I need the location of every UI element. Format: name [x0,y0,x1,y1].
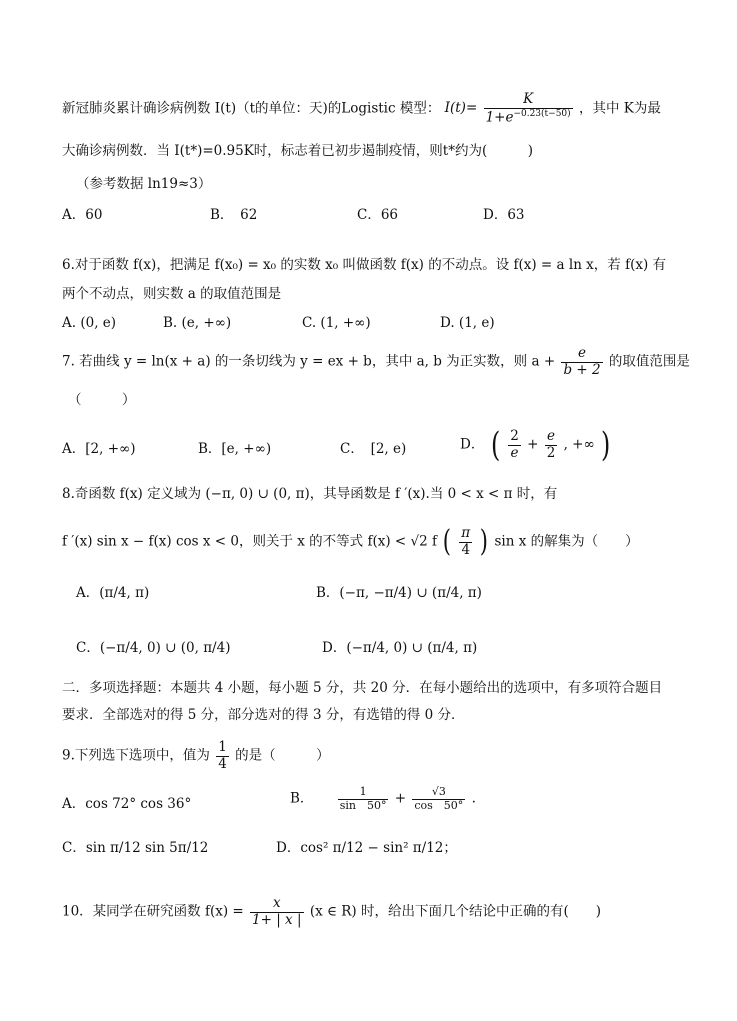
q5-option-c: C．66 [357,207,399,223]
q7-fraction: $\frac{e}{b + 2}$ [563,345,601,378]
q7-option-a: A．[2, +∞) [62,441,136,457]
q9-line: 9.下列选下选项中，值为 $\frac{1}{4}$ 的是（ ） [62,739,330,772]
q9-option-a: A．cos 72° cos 36° [62,796,192,812]
q5-option-a: A．60 [62,207,103,223]
q7-line2: （ ） [68,392,136,408]
q6-option-a: A. (0, e) [62,315,117,331]
q6-option-c: C. (1, +∞) [302,315,371,331]
q9-option-d: D．cos² π/12 − sin² π/12； [276,840,457,856]
q9-option-b: B． $\frac{1}{\sin 50^\circ}$ + $\frac{√3}{\cos 50^\circ}$ . [290,785,476,812]
q5-model-formula: I(t)= $\frac{K}{1+e^{-0.23(t-50)}}$ [444,91,571,126]
q7-option-d: D． ( $\frac{2}{e}$ + $\frac{e}{2}$ , +∞ ) [460,425,611,465]
q7-option-c: C． [2, e) [340,441,407,457]
q5-option-b: B． 62 [210,207,258,223]
q5-intro-text: 新冠肺炎累计确诊病例数 I(t)（t的单位：天)的Logistic 模型： [62,100,441,117]
q10-fraction: $\frac{x}{1+ | x |}$ [252,895,302,928]
q10-line: 10．某同学在研究函数 f(x) = $\frac{x}{1+ | x |}$ (x ∈ R) 时，给出下面几个结论中正确的有( ) [62,895,602,928]
q8-option-a: A．(π/4, π) [76,585,150,601]
q8-option-d: D．(−π/4, 0) ∪ (π/4, π) [322,640,478,656]
q7-line1: 7. 若曲线 y = ln(x + a) 的一条切线为 y = ex + b，其中 a, b 为正实数，则 a + $\frac{e}{b + 2}$ 的取值范围是 [62,345,690,378]
q5-line2: 大确诊病例数．当 I(t*)=0.95K时，标志着已初步遏制疫情，则t*约为( ) [62,143,533,159]
q6-option-d: D. (1, e) [440,315,495,331]
q5-line1 [62,92,697,126]
q5-intro-text-end: ，其中 K为最 [578,100,661,117]
q9-option-c: C．sin π/12 sin 5π/12 [62,840,209,856]
q8-line1: 8.奇函数 f(x) 定义域为 (−π, 0) ∪ (0, π)，其导函数是 f ′(x).当 0 < x < π 时，有 [62,486,558,502]
section2-line1: 二．多项选择题：本题共 4 小题，每小题 5 分，共 20 分．在每小题给出的选项中，有多项符合题目 [62,680,663,696]
q7-option-b: B．[e, +∞) [198,441,272,457]
q8-line2: f ′(x) sin x − f(x) cos x < 0，则关于 x 的不等式 f(x) < √2 f ( $\frac{\pi}{4}$ ) sin x 的解集为（ ） [62,524,639,560]
q8-option-b: B．(−π, −π/4) ∪ (π/4, π) [316,585,482,601]
q6-option-b: B. (e, +∞) [163,315,232,331]
q9-fraction: $\frac{1}{4}$ [218,739,227,772]
q5-reference-data: （参考数据 ln19≈3） [76,176,212,192]
q5-option-d: D．63 [483,207,525,223]
q6-line1: 6.对于函数 f(x)，把满足 f(x₀) = x₀ 的实数 x₀ 叫做函数 f(x) 的不动点。设 f(x) = a ln x，若 f(x) 有 [62,257,667,273]
q8-option-c: C．(−π/4, 0) ∪ (0, π/4) [76,640,231,656]
section2-line2: 要求．全部选对的得 5 分，部分选对的得 3 分，有选错的得 0 分． [62,707,465,723]
q6-line2: 两个不动点，则实数 a 的取值范围是 [62,286,282,302]
